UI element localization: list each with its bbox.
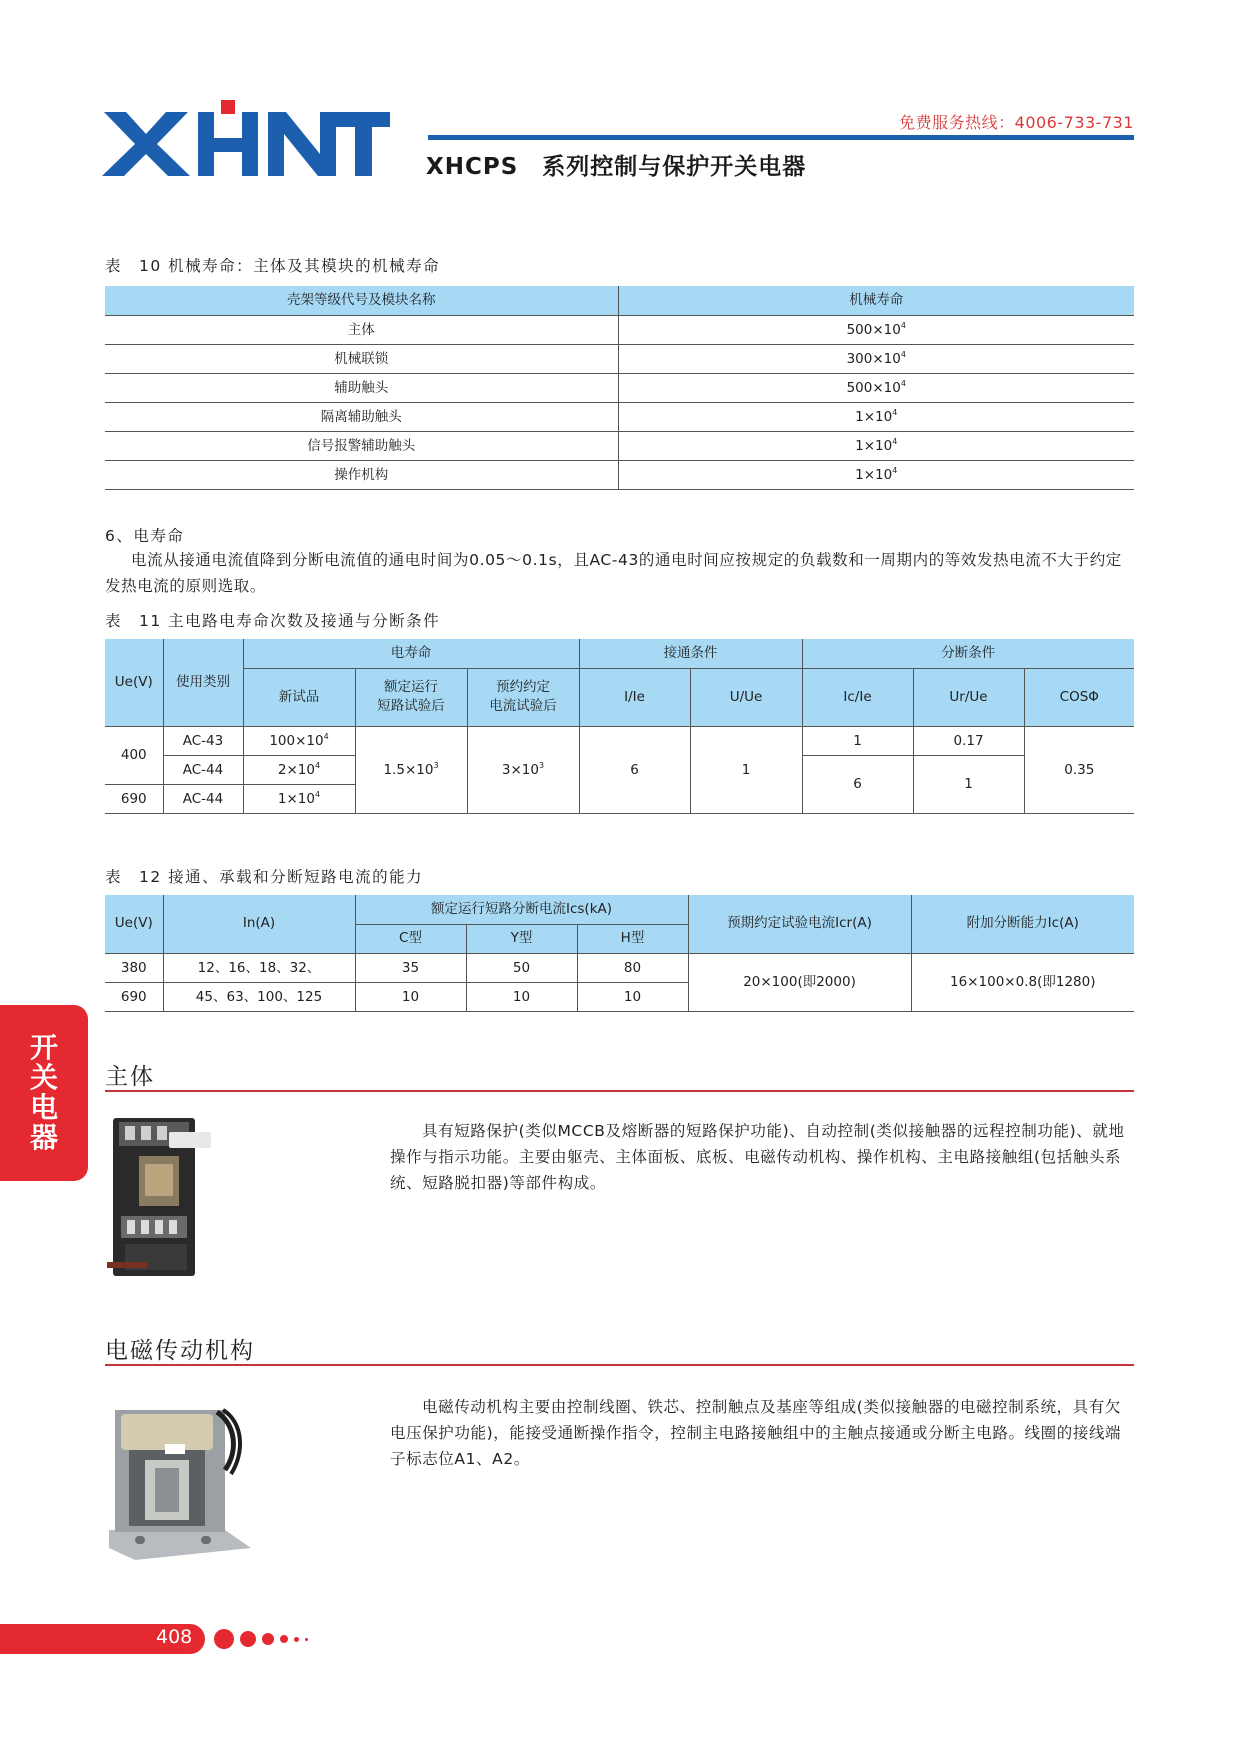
main-body-product-image (105, 1112, 215, 1282)
section-body-rule (105, 1090, 1134, 1092)
table11-caption: 表 11 主电路电寿命次数及接通与分断条件 (105, 612, 441, 630)
table11-new: $2\times 10^4$ (243, 755, 355, 784)
table12-h: 80 (577, 953, 688, 982)
table10-caption: 表 10 机械寿命：主体及其模块的机械寿命 (105, 257, 441, 275)
hotline: 免费服务热线：4006-733-731 (899, 113, 1134, 132)
table12-ic: 16×100×0.8(即1280) (911, 953, 1134, 1011)
table-row (105, 315, 1134, 344)
table11-u-ue: 1 (690, 726, 802, 813)
table11 (105, 639, 1134, 814)
table10-header-name: 壳架等级代号及模块名称 (105, 286, 618, 315)
section6-paragraph: 电流从接通电流值降到分断电流值的通电时间为0.05～0.1s，且AC-43的通电时间应按规定的负载数和一周期内的等效发热电流不大于约定发热电流的原则选取。 (105, 551, 1122, 595)
side-tab (0, 1005, 88, 1181)
table11-header-ur-ue: Ur/Ue (913, 668, 1024, 726)
table11-cat: AC-44 (163, 784, 243, 813)
table12-header-y: Y型 (466, 924, 577, 953)
table10-cell-life: $500\times 10^4$ (618, 373, 1134, 402)
table10-cell-name: 辅助触头 (105, 373, 618, 402)
table12-h: 10 (577, 982, 688, 1011)
table11-header-new: 新试品 (243, 668, 355, 726)
table11-i-ie: 6 (579, 726, 690, 813)
table11-cat: AC-43 (163, 726, 243, 755)
table10-cell-life: $1\times 10^4$ (618, 460, 1134, 489)
logo-x-shape (102, 112, 190, 176)
table12-header-icr: 预期约定试验电流Icr(A) (688, 895, 911, 953)
section-em-heading: 电磁传动机构 (105, 1338, 255, 1364)
section6-heading: 6、电寿命 (105, 527, 185, 545)
table10-cell-life: $1\times 10^4$ (618, 431, 1134, 460)
section-body-heading: 主体 (105, 1064, 155, 1090)
table-row (105, 373, 1134, 402)
table12-ue: 690 (105, 982, 163, 1011)
table10-cell-name: 信号报警辅助触头 (105, 431, 618, 460)
table10-cell-name: 主体 (105, 315, 618, 344)
section-em-rule (105, 1364, 1134, 1366)
table-row (105, 402, 1134, 431)
table11-header-make: 接通条件 (579, 639, 802, 668)
table12-header-ic: 附加分断能力Ic(A) (911, 895, 1134, 953)
side-tab-char: 电 (29, 1091, 58, 1124)
table11-ic-ie: 1 (802, 726, 913, 755)
table11-after-short: $1.5\times 10^3$ (355, 726, 467, 813)
table11-header-ue: Ue(V) (105, 639, 163, 726)
table12-y: 50 (466, 953, 577, 982)
table12-ue: 380 (105, 953, 163, 982)
table11-new: $100\times 10^4$ (243, 726, 355, 755)
table-row (105, 344, 1134, 373)
table12 (105, 895, 1134, 1012)
footer-dot (294, 1637, 299, 1642)
table11-header-after-cond: 预约约定 电流试验后 (467, 668, 579, 726)
table12-header-ue: Ue(V) (105, 895, 163, 953)
footer-dot (240, 1631, 256, 1647)
table12-c: 35 (355, 953, 466, 982)
table11-ue-400: 400 (105, 726, 163, 784)
table10 (105, 286, 1134, 490)
section-body-paragraph: 具有短路保护(类似MCCB及熔断器的短路保护功能)、自动控制(类似接触器的远程控制功能)、就地操作与指示功能。主要由躯壳、主体面板、底板、电磁传动机构、操作机构、主电路接触组(包括触头系统、短路脱扣器)等部件构成。 (390, 1122, 1125, 1192)
electromagnetic-mechanism-image (105, 1390, 255, 1570)
table11-cat: AC-44 (163, 755, 243, 784)
table11-header-i-ie: I/Ie (579, 668, 690, 726)
table12-y: 10 (466, 982, 577, 1011)
table10-cell-life: $300\times 10^4$ (618, 344, 1134, 373)
table11-header-cos: COSΦ (1024, 668, 1134, 726)
table11-header-ic-ie: Ic/Ie (802, 668, 913, 726)
table11-header-after-short: 额定运行 短路试验后 (355, 668, 467, 726)
table12-header-c: C型 (355, 924, 466, 953)
side-tab-char: 关 (29, 1061, 58, 1094)
document-title: XHCPS 系列控制与保护开关电器 (426, 154, 807, 180)
table-row (105, 726, 1134, 755)
table10-cell-name: 隔离辅助触头 (105, 402, 618, 431)
table10-cell-name: 机械联锁 (105, 344, 618, 373)
table12-c: 10 (355, 982, 466, 1011)
footer-dot (262, 1633, 274, 1645)
table11-cos: 0.35 (1024, 726, 1134, 813)
side-tab-char: 开 (29, 1031, 58, 1064)
table10-cell-life: $500\times 10^4$ (618, 315, 1134, 344)
table11-header-life: 电寿命 (243, 639, 579, 668)
table12-header-h: H型 (577, 924, 688, 953)
table12-header-ics: 额定运行短路分断电流Ics(kA) (355, 895, 688, 924)
page-number: 408 (156, 1626, 193, 1648)
table-row (105, 460, 1134, 489)
table12-in: 45、63、100、125 (163, 982, 355, 1011)
xhnt-logo (100, 100, 390, 180)
side-tab-char: 器 (29, 1121, 58, 1154)
header-rule (428, 135, 1134, 140)
table11-ue-690: 690 (105, 784, 163, 813)
table10-header-life: 机械寿命 (618, 286, 1134, 315)
table12-in: 12、16、18、32、 (163, 953, 355, 982)
table12-header-in: In(A) (163, 895, 355, 953)
table-row (105, 953, 1134, 982)
table11-header-u-ue: U/Ue (690, 668, 802, 726)
table10-cell-life: $1\times 10^4$ (618, 402, 1134, 431)
footer-dot (214, 1629, 234, 1649)
table12-icr: 20×100(即2000) (688, 953, 911, 1011)
table11-new: $1\times 10^4$ (243, 784, 355, 813)
table11-header-category: 使用类别 (163, 639, 243, 726)
table10-cell-name: 操作机构 (105, 460, 618, 489)
table-row (105, 431, 1134, 460)
table12-caption: 表 12 接通、承载和分断短路电流的能力 (105, 868, 424, 886)
table11-header-break: 分断条件 (802, 639, 1134, 668)
table11-after-cond: $3\times 10^3$ (467, 726, 579, 813)
footer-dot (280, 1635, 288, 1643)
table11-ic-ie: 6 (802, 755, 913, 813)
table11-ur-ue: 1 (913, 755, 1024, 813)
table11-ur-ue: 0.17 (913, 726, 1024, 755)
section-em-paragraph: 电磁传动机构主要由控制线圈、铁芯、控制触点及基座等组成(类似接触器的电磁控制系统，具有欠电压保护功能)，能接受通断操作指令，控制主电路接触组中的主触点接通或分断主电路。线圈的接线端子标志位A1、A2。 (390, 1398, 1122, 1468)
footer-dot (305, 1638, 308, 1641)
